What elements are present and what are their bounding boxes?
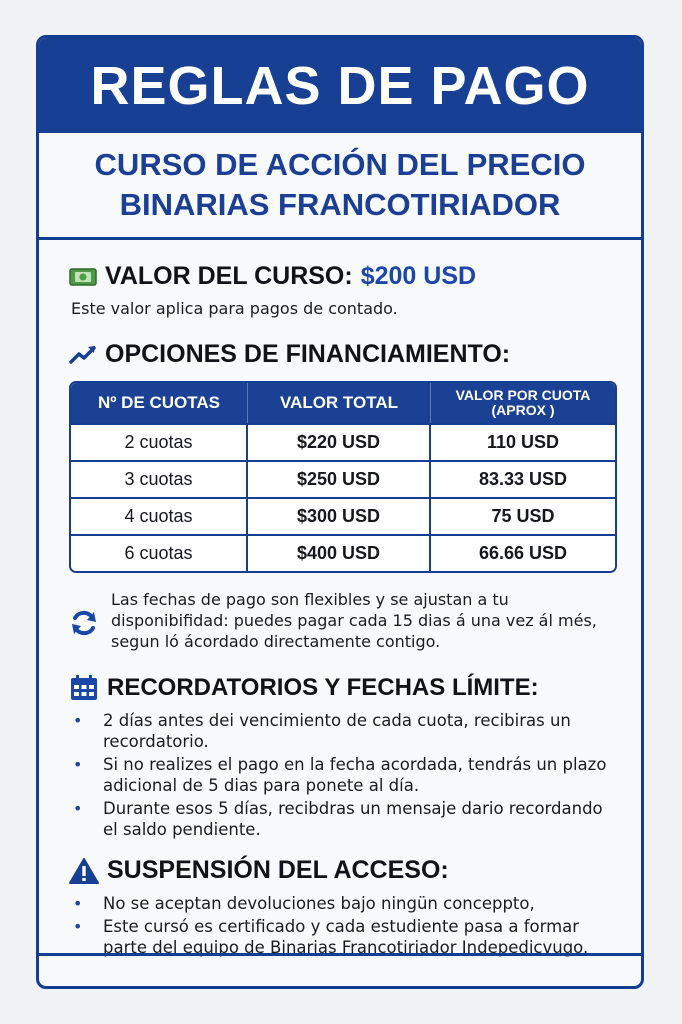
rules-content — [39, 262, 641, 958]
course-price: $200 USD — [360, 262, 477, 290]
total-value-cell: $400 USD — [248, 534, 431, 571]
financing-table — [69, 381, 617, 573]
column-header: VALOR TOTAL — [248, 383, 431, 423]
per-installment-cell: 75 USD — [431, 497, 615, 534]
course-value-label: VALOR DEL CURSO: — [105, 262, 353, 290]
installments-cell: 6 cuotas — [71, 534, 248, 571]
title-banner — [39, 38, 641, 133]
per-installment-cell: 110 USD — [431, 423, 615, 460]
reminders-list — [69, 710, 615, 840]
table-row — [71, 497, 615, 534]
list-item: • Este cursó es certificado y cada estudiente pasa a formar parte del equipo de Binarias Francotiriador Indepedicvugo. — [69, 916, 615, 958]
flexible-dates-note — [69, 589, 615, 652]
financing-heading — [69, 340, 615, 369]
total-value-cell: $220 USD — [248, 423, 431, 460]
subtitle-line-1: CURSO DE ACCIÓN DEL PRECIO — [94, 147, 586, 182]
financing-heading-text: OPCIONES DE FINANCIAMIENTO: — [105, 340, 511, 368]
installments-cell: 4 cuotas — [71, 497, 248, 534]
column-header: VALOR POR CUOTA (APROX ) — [431, 383, 615, 423]
table-row — [71, 423, 615, 460]
page-title: REGLAS DE PAGO — [90, 55, 590, 116]
flexible-dates-text: Las fechas de pago son flexibles y se ajustan a tu disponibifidad: puedes pagar cada 15 dias á una vez ál més, segun ló ácordado directamente contigo. — [111, 590, 597, 651]
cash-icon — [69, 267, 97, 287]
cash-payment-note: Este valor aplica para pagos de contado. — [71, 299, 398, 318]
per-installment-cell: 66.66 USD — [431, 534, 615, 571]
footer-divider — [39, 953, 641, 956]
reminders-heading — [69, 674, 615, 702]
reminders-heading-text: RECORDATORIOS Y FECHAS LÍMITE: — [107, 674, 539, 701]
installments-cell: 2 cuotas — [71, 423, 248, 460]
calendar-icon — [69, 674, 99, 702]
total-value-cell: $250 USD — [248, 460, 431, 497]
course-value-heading — [69, 262, 615, 291]
list-item: • No se aceptan devoluciones bajo ningün conceppto, — [69, 893, 615, 914]
course-subtitle — [39, 133, 641, 240]
total-value-cell: $300 USD — [248, 497, 431, 534]
suspension-heading-text: SUSPENSIÓN DEL ACCESO: — [107, 856, 449, 884]
warning-icon — [69, 857, 99, 885]
refresh-icon — [69, 593, 99, 652]
subtitle-line-2: BINARIAS FRANCOTIRIADOR — [119, 187, 561, 222]
suspension-list — [69, 893, 615, 958]
table-row — [71, 534, 615, 571]
column-header: Nº DE CUOTAS — [71, 383, 248, 423]
table-row — [71, 460, 615, 497]
per-installment-cell: 83.33 USD — [431, 460, 615, 497]
list-item: • Durante esos 5 días, recibdras un mensaje dario recordando el saldo pendiente. — [69, 798, 615, 840]
trending-up-icon — [69, 344, 97, 366]
table-header-row — [71, 383, 615, 423]
list-item: • 2 días antes dei vencimiento de cada cuota, recibiras un recordatorio. — [69, 710, 615, 752]
payment-rules-card — [36, 35, 644, 989]
list-item: • Si no realizes el pago en la fecha acordada, tendrás un plazo adicional de 5 dias para ponete al día. — [69, 754, 615, 796]
suspension-heading — [69, 856, 615, 885]
installments-cell: 3 cuotas — [71, 460, 248, 497]
